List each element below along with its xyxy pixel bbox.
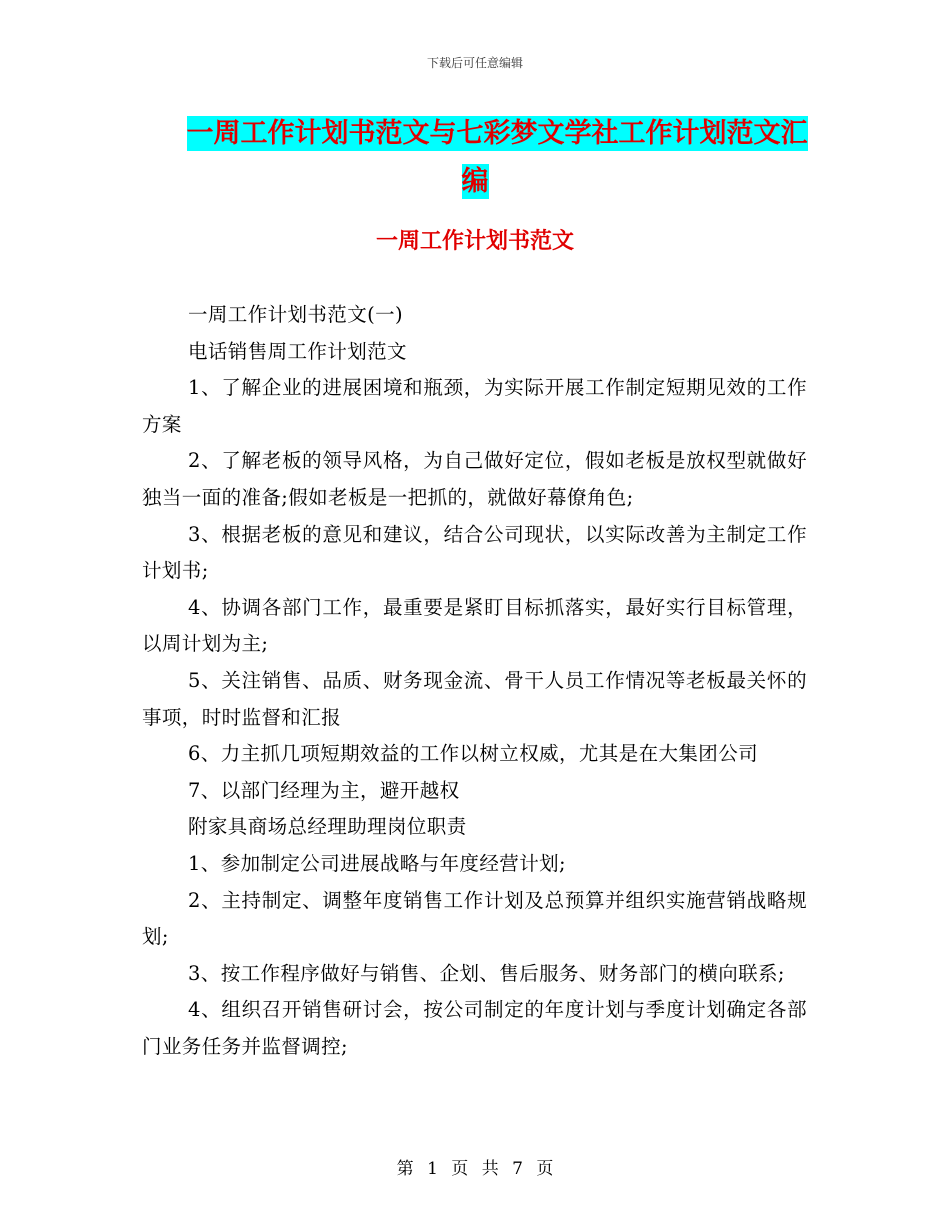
paragraph: 4、协调各部门工作，最重要是紧盯目标抓落实，最好实行目标管理，以周计划为主;	[142, 595, 807, 656]
paragraph: 4、组织召开销售研讨会，按公司制定的年度计划与季度计划确定各部门业务任务并监督调控;	[142, 998, 807, 1058]
paragraph: 7、以部门经理为主，避开越权	[188, 778, 460, 802]
paragraph: 1、了解企业的进展困境和瓶颈，为实际开展工作制定短期见效的工作方案	[142, 376, 807, 436]
paragraph: 6、力主抓几项短期效益的工作以树立权威，尤其是在大集团公司	[188, 742, 759, 766]
page-number-footer: 第 1 页 共 7 页	[396, 1159, 554, 1179]
paragraph: 2、了解老板的领导风格，为自己做好定位，假如老板是放权型就做好独当一面的准备;假如老板是一把抓的，就做好幕僚角色;	[142, 449, 807, 509]
document-title	[0, 110, 950, 206]
paragraph: 3、按工作程序做好与销售、企划、售后服务、财务部门的横向联系;	[188, 961, 785, 985]
paragraph: 5、关注销售、品质、财务现金流、骨干人员工作情况等老板最关怀的事项，时时监督和汇报	[142, 668, 807, 729]
document-title-line1: 一周工作计划书范文与七彩梦文学社工作计划范文汇	[186, 118, 808, 149]
paragraph: 3、根据老板的意见和建议，结合公司现状，以实际改善为主制定工作计划书;	[142, 522, 807, 583]
paragraph: 附家具商场总经理助理岗位职责	[188, 815, 467, 839]
paragraph: 一周工作计划书范文(一)	[188, 303, 404, 326]
paragraph: 电话销售周工作计划范文	[188, 339, 407, 363]
section-title: 一周工作计划书范文	[375, 229, 574, 254]
header-note: 下载后可任意编辑	[426, 56, 523, 70]
document-title-line2: 编	[461, 166, 489, 197]
paragraph: 1、参加制定公司进展战略与年度经营计划;	[188, 851, 566, 875]
paragraph: 2、主持制定、调整年度销售工作计划及总预算并组织实施营销战略规划;	[142, 888, 807, 949]
document-body	[142, 297, 807, 1065]
